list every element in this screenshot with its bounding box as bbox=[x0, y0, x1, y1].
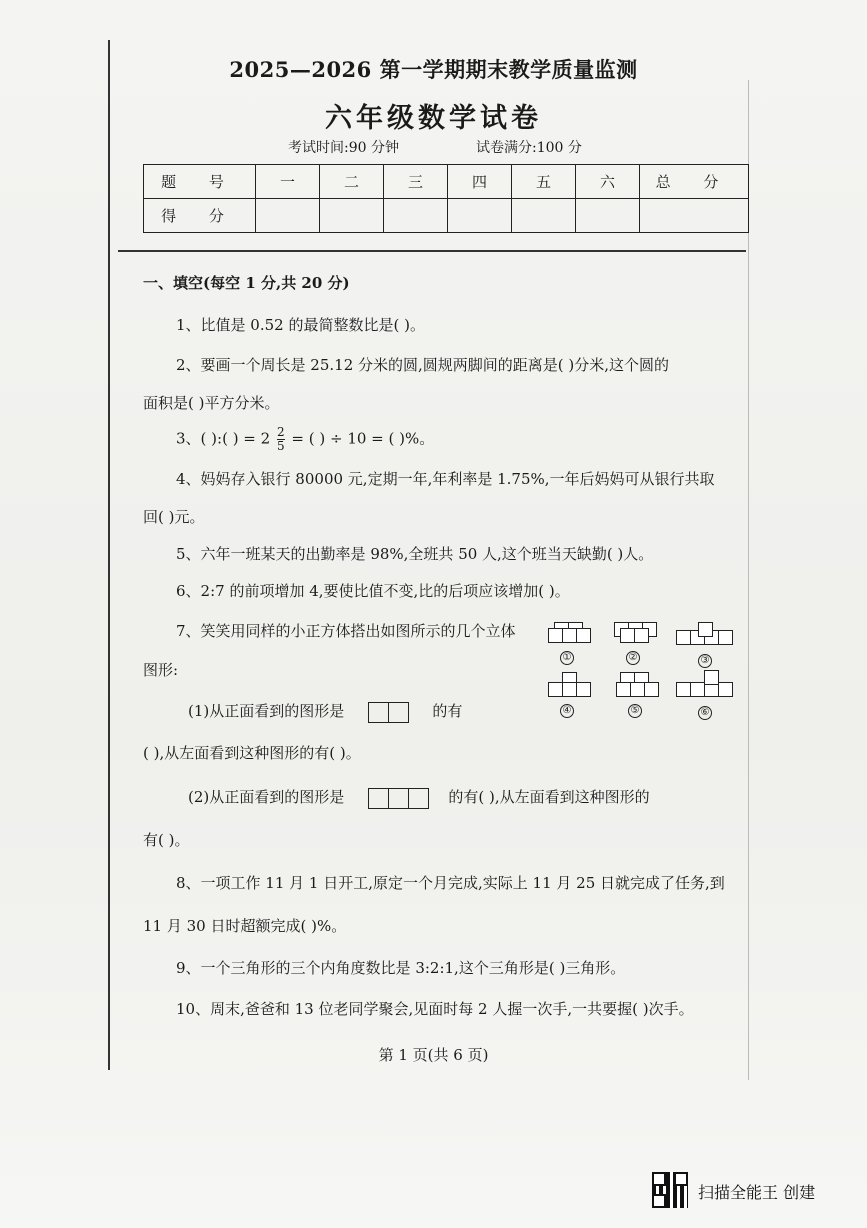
cube-figures bbox=[540, 618, 730, 718]
question-7-line-1: 7、笑笑用同样的小正方体搭出如图所示的几个立体 bbox=[176, 622, 516, 640]
question-1: 1、比值是 0.52 的最简整数比是( )。 bbox=[176, 316, 425, 334]
figure-label-5: ⑤ bbox=[628, 704, 642, 718]
figure-label-1: ① bbox=[560, 651, 574, 665]
question-7-2 bbox=[188, 786, 650, 809]
col-1: 一 bbox=[256, 165, 320, 199]
score-label: 得 分 bbox=[144, 199, 256, 233]
question-7-2-text-a: (2)从正面看到的图形是 bbox=[188, 788, 345, 806]
three-square-view bbox=[368, 788, 389, 809]
question-9: 9、一个三角形的三个内角度数比是 3:2:1,这个三角形是( )三角形。 bbox=[176, 959, 626, 977]
question-3-part-a: 3、( ):( ) = 2 bbox=[176, 429, 271, 448]
question-10: 10、周末,爸爸和 13 位老同学聚会,见面时每 2 人握一次手,一共要握( )次手。 bbox=[176, 1000, 694, 1018]
page-footer: 第 1 页(共 6 页) bbox=[378, 1046, 489, 1064]
question-2-line-1: 2、要画一个周长是 25.12 分米的圆,圆规两脚间的距离是( )分米,这个圆的 bbox=[176, 356, 670, 374]
score-table-score-row bbox=[144, 199, 749, 233]
exam-title: 2025—2026 第一学期期末教学质量监测 bbox=[229, 57, 638, 82]
score-table-header-row bbox=[144, 165, 749, 199]
cube-figure-4 bbox=[544, 672, 594, 700]
cube-figure-2 bbox=[610, 622, 660, 650]
score-cell-5 bbox=[512, 199, 576, 233]
three-square-view bbox=[389, 788, 409, 809]
question-4-line-2: 回( )元。 bbox=[143, 508, 205, 526]
two-square-view bbox=[368, 702, 389, 723]
figure-label-6: ⑥ bbox=[698, 706, 712, 720]
qr-code-icon bbox=[652, 1172, 688, 1208]
question-2-line-2: 面积是( )平方分米。 bbox=[143, 394, 280, 412]
col-6: 六 bbox=[576, 165, 640, 199]
score-cell-3 bbox=[384, 199, 448, 233]
score-cell-2 bbox=[320, 199, 384, 233]
fraction-numerator: 2 bbox=[276, 425, 285, 439]
question-7-1-answer: ( ),从左面看到这种图形的有( )。 bbox=[143, 744, 361, 762]
question-7-2-answer: 有( )。 bbox=[143, 831, 190, 849]
col-3: 三 bbox=[384, 165, 448, 199]
question-3-part-b: = ( ) ÷ 10 = ( )%。 bbox=[291, 429, 435, 448]
score-cell-4 bbox=[448, 199, 512, 233]
question-7-1-text-a: (1)从正面看到的图形是 bbox=[188, 702, 345, 720]
cube-figure-3 bbox=[676, 626, 726, 654]
figure-label-2: ② bbox=[626, 651, 640, 665]
score-table bbox=[143, 164, 749, 233]
question-4-line-1: 4、妈妈存入银行 80000 元,定期一年,年利率是 1.75%,一年后妈妈可从银行共取 bbox=[176, 470, 715, 488]
cube-figure-5 bbox=[612, 672, 662, 700]
binding-line bbox=[108, 40, 110, 1070]
exam-subtitle: 六年级数学试卷 bbox=[325, 103, 542, 134]
cube-figure-6 bbox=[676, 674, 726, 702]
col-5: 五 bbox=[512, 165, 576, 199]
col-4: 四 bbox=[448, 165, 512, 199]
score-cell-total bbox=[640, 199, 749, 233]
question-number-label: 题 号 bbox=[144, 165, 256, 199]
header-rule bbox=[118, 250, 746, 252]
section-title: 一、填空(每空 1 分,共 20 分) bbox=[143, 274, 350, 292]
question-7-1-text-b: 的有 bbox=[432, 702, 463, 720]
question-7-line-2: 图形: bbox=[143, 661, 179, 679]
question-5: 5、六年一班某天的出勤率是 98%,全班共 50 人,这个班当天缺勤( )人。 bbox=[176, 545, 654, 563]
question-3 bbox=[176, 426, 434, 453]
question-8-line-2: 11 月 30 日时超额完成( )%。 bbox=[143, 917, 347, 935]
full-score: 试卷满分:100 分 bbox=[476, 140, 582, 156]
figure-label-4: ④ bbox=[560, 704, 574, 718]
cube-figure-1 bbox=[544, 622, 594, 650]
fraction bbox=[277, 426, 285, 453]
fraction-denominator: 5 bbox=[276, 439, 285, 453]
score-cell-1 bbox=[256, 199, 320, 233]
exam-time: 考试时间:90 分钟 bbox=[288, 140, 399, 156]
total-label: 总 分 bbox=[640, 165, 749, 199]
question-8-line-1: 8、一项工作 11 月 1 日开工,原定一个月完成,实际上 11 月 25 日就完成了任务,到 bbox=[176, 874, 725, 892]
score-cell-6 bbox=[576, 199, 640, 233]
question-7-2-text-b: 的有( ),从左面看到这种图形的 bbox=[448, 788, 650, 806]
question-7-1 bbox=[188, 700, 462, 723]
two-square-view bbox=[389, 702, 409, 723]
figure-label-3: ③ bbox=[698, 654, 712, 668]
three-square-view bbox=[409, 788, 429, 809]
col-2: 二 bbox=[320, 165, 384, 199]
scanner-watermark: 扫描全能王 创建 bbox=[698, 1183, 816, 1202]
question-6: 6、2:7 的前项增加 4,要使比值不变,比的后项应该增加( )。 bbox=[176, 582, 570, 600]
